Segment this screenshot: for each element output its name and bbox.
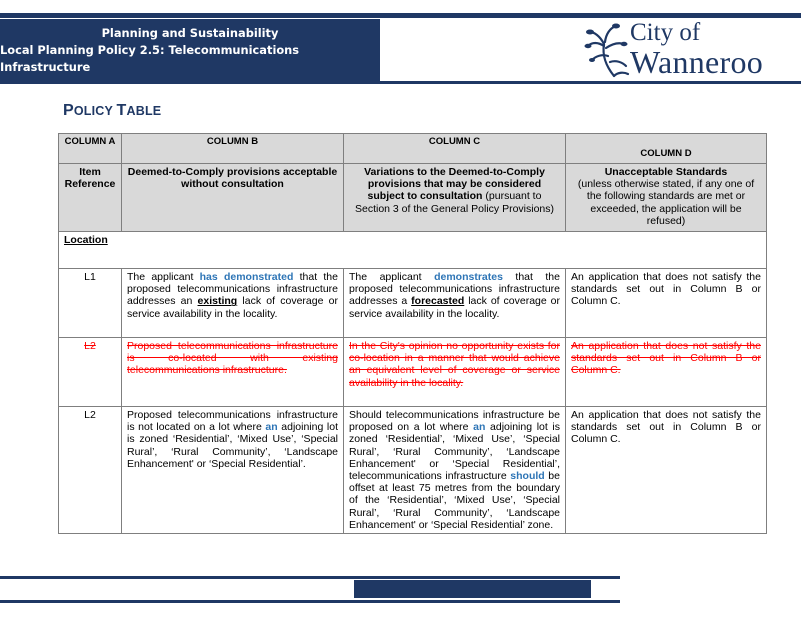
column-b-header: COLUMN B xyxy=(122,134,344,164)
deemed-to-comply-heading: Deemed-to-Comply provisions acceptable without consultation xyxy=(122,164,344,232)
header-title-band xyxy=(0,19,380,81)
policy-table xyxy=(58,133,767,534)
column-b-cell: Proposed telecommunications infrastructure is co-located with existing telecommunications infrastructure. xyxy=(122,338,344,407)
column-d-cell: An application that does not satisfy the standards set out in Column B or Column C. xyxy=(566,338,767,407)
item-reference-heading: Item Reference xyxy=(59,164,122,232)
section-row-location xyxy=(59,232,767,269)
logo-text-city-of: City of xyxy=(630,19,701,46)
leaf-emblem-icon xyxy=(584,22,632,78)
column-header-row xyxy=(59,134,767,164)
footer-bar xyxy=(354,580,591,598)
unacceptable-standards-heading: Unacceptable Standards (unless otherwise stated, if any one of the following standards are met or exceeded, the application will be refused) xyxy=(566,164,767,232)
column-d-header: COLUMN D xyxy=(566,134,767,164)
page-title: POLICY TABLE xyxy=(63,102,162,119)
table-row-deleted xyxy=(59,338,767,407)
footer-top-rule xyxy=(0,576,620,579)
item-reference: L2 xyxy=(59,338,122,407)
logo-text-wanneroo: Wanneroo xyxy=(630,44,764,80)
footer-bottom-rule xyxy=(0,600,620,603)
column-d-cell: An application that does not satisfy the standards set out in Column B or Column C. xyxy=(566,407,767,534)
column-a-header: COLUMN A xyxy=(59,134,122,164)
header-top-rule xyxy=(0,13,801,18)
item-reference: L2 xyxy=(59,407,122,534)
column-c-cell: Should telecommunications infrastructure be proposed on a lot where an adjoining lot is zoned ‘Residential’, ‘Mixed Use’, ‘Special Rural’, ‘Rural Community’, ‘Landscape Enhancement' or ‘Special Residential’, telecommunications infrastructure should be offset at least 75 metres from the boundary of the ‘Residential’, ‘Mixed Use’, ‘Special Rural’, ‘Rural Community’, ‘Landscape Enhancement' or ‘Special Residential’ zone. xyxy=(344,407,566,534)
column-b-cell: The applicant has demonstrated that the proposed telecommunications infrastructure addresses an existing lack of coverage or service availability in the locality. xyxy=(122,269,344,338)
column-c-cell: In the City's opinion no opportunity exists for co-location in a manner that would achieve an equivalent level of coverage or service availability in the locality. xyxy=(344,338,566,407)
item-reference: L1 xyxy=(59,269,122,338)
section-label: Location xyxy=(59,232,767,269)
column-b-cell: Proposed telecommunications infrastructure is not located on a lot where an adjoining lot is zoned ‘Residential’, ‘Mixed Use’, ‘Special Rural’, ‘Rural Community’, ‘Landscape Enhancement' or ‘Special Residential’. xyxy=(122,407,344,534)
column-c-header: COLUMN C xyxy=(344,134,566,164)
table-row xyxy=(59,269,767,338)
table-row xyxy=(59,407,767,534)
column-c-cell: The applicant demonstrates that the proposed telecommunications infrastructure addresses a forecasted lack of coverage or service availability in the locality. xyxy=(344,269,566,338)
header-bottom-rule xyxy=(0,81,801,84)
header-department: Planning and Sustainability xyxy=(101,25,279,40)
variations-heading: Variations to the Deemed-to-Comply provisions that may be considered subject to consultation (pursuant to Section 3 of the General Policy Provisions) xyxy=(344,164,566,232)
header-policy-title: Local Planning Policy 2.5: Telecommunications Infrastructure xyxy=(0,42,300,74)
column-d-cell: An application that does not satisfy the standards set out in Column B or Column C. xyxy=(566,269,767,338)
column-description-row xyxy=(59,164,767,232)
city-of-wanneroo-logo xyxy=(584,19,764,80)
